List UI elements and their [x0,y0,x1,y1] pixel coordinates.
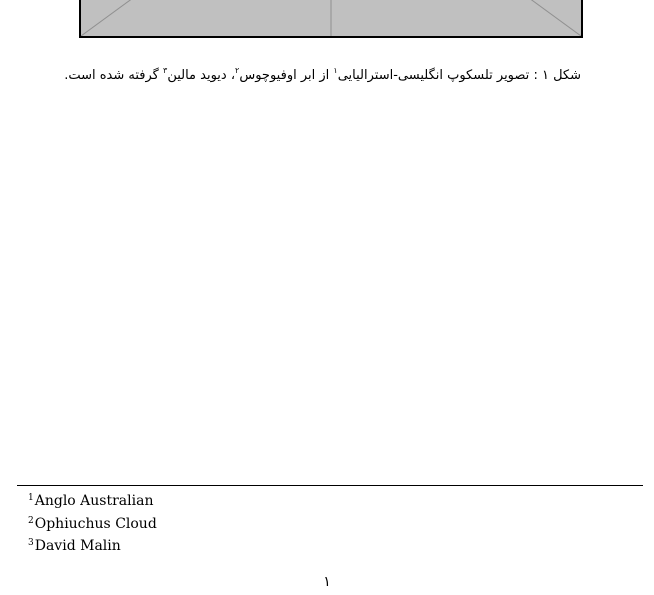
caption-footnote-ref-1: ۱ [333,66,338,75]
footnote-text: David Malin [34,538,121,554]
footnote-number: 3 [28,538,34,548]
footnote-text: Ophiuchus Cloud [34,515,157,532]
footnote-divider [17,485,643,486]
page-number: ۱ [323,574,331,590]
footnotes-list [28,489,157,557]
figure-caption [64,61,581,86]
footnote-item [28,489,157,512]
caption-label: شکل ۱ : [533,68,581,83]
footnote-text: Anglo Australian [34,493,154,509]
caption-footnote-ref-3: ۳ [163,66,168,75]
caption-footnote-ref-2: ۲ [235,66,240,75]
footnote-number: 2 [28,515,34,526]
footnote-number: 1 [28,493,34,503]
caption-text-1: تصویر تلسکوپ انگلیسی-استرالیایی [337,68,530,83]
caption-text-4: گرفته شده است. [64,68,159,83]
caption-text-3: ، دیوید مالین [167,68,236,83]
footnote-item [28,512,157,535]
footnote-item [28,534,157,557]
figure-image [79,0,583,38]
caption-text-2: از ابر اوفیوچوس [239,68,330,83]
figure-placeholder-graphic [81,0,581,36]
